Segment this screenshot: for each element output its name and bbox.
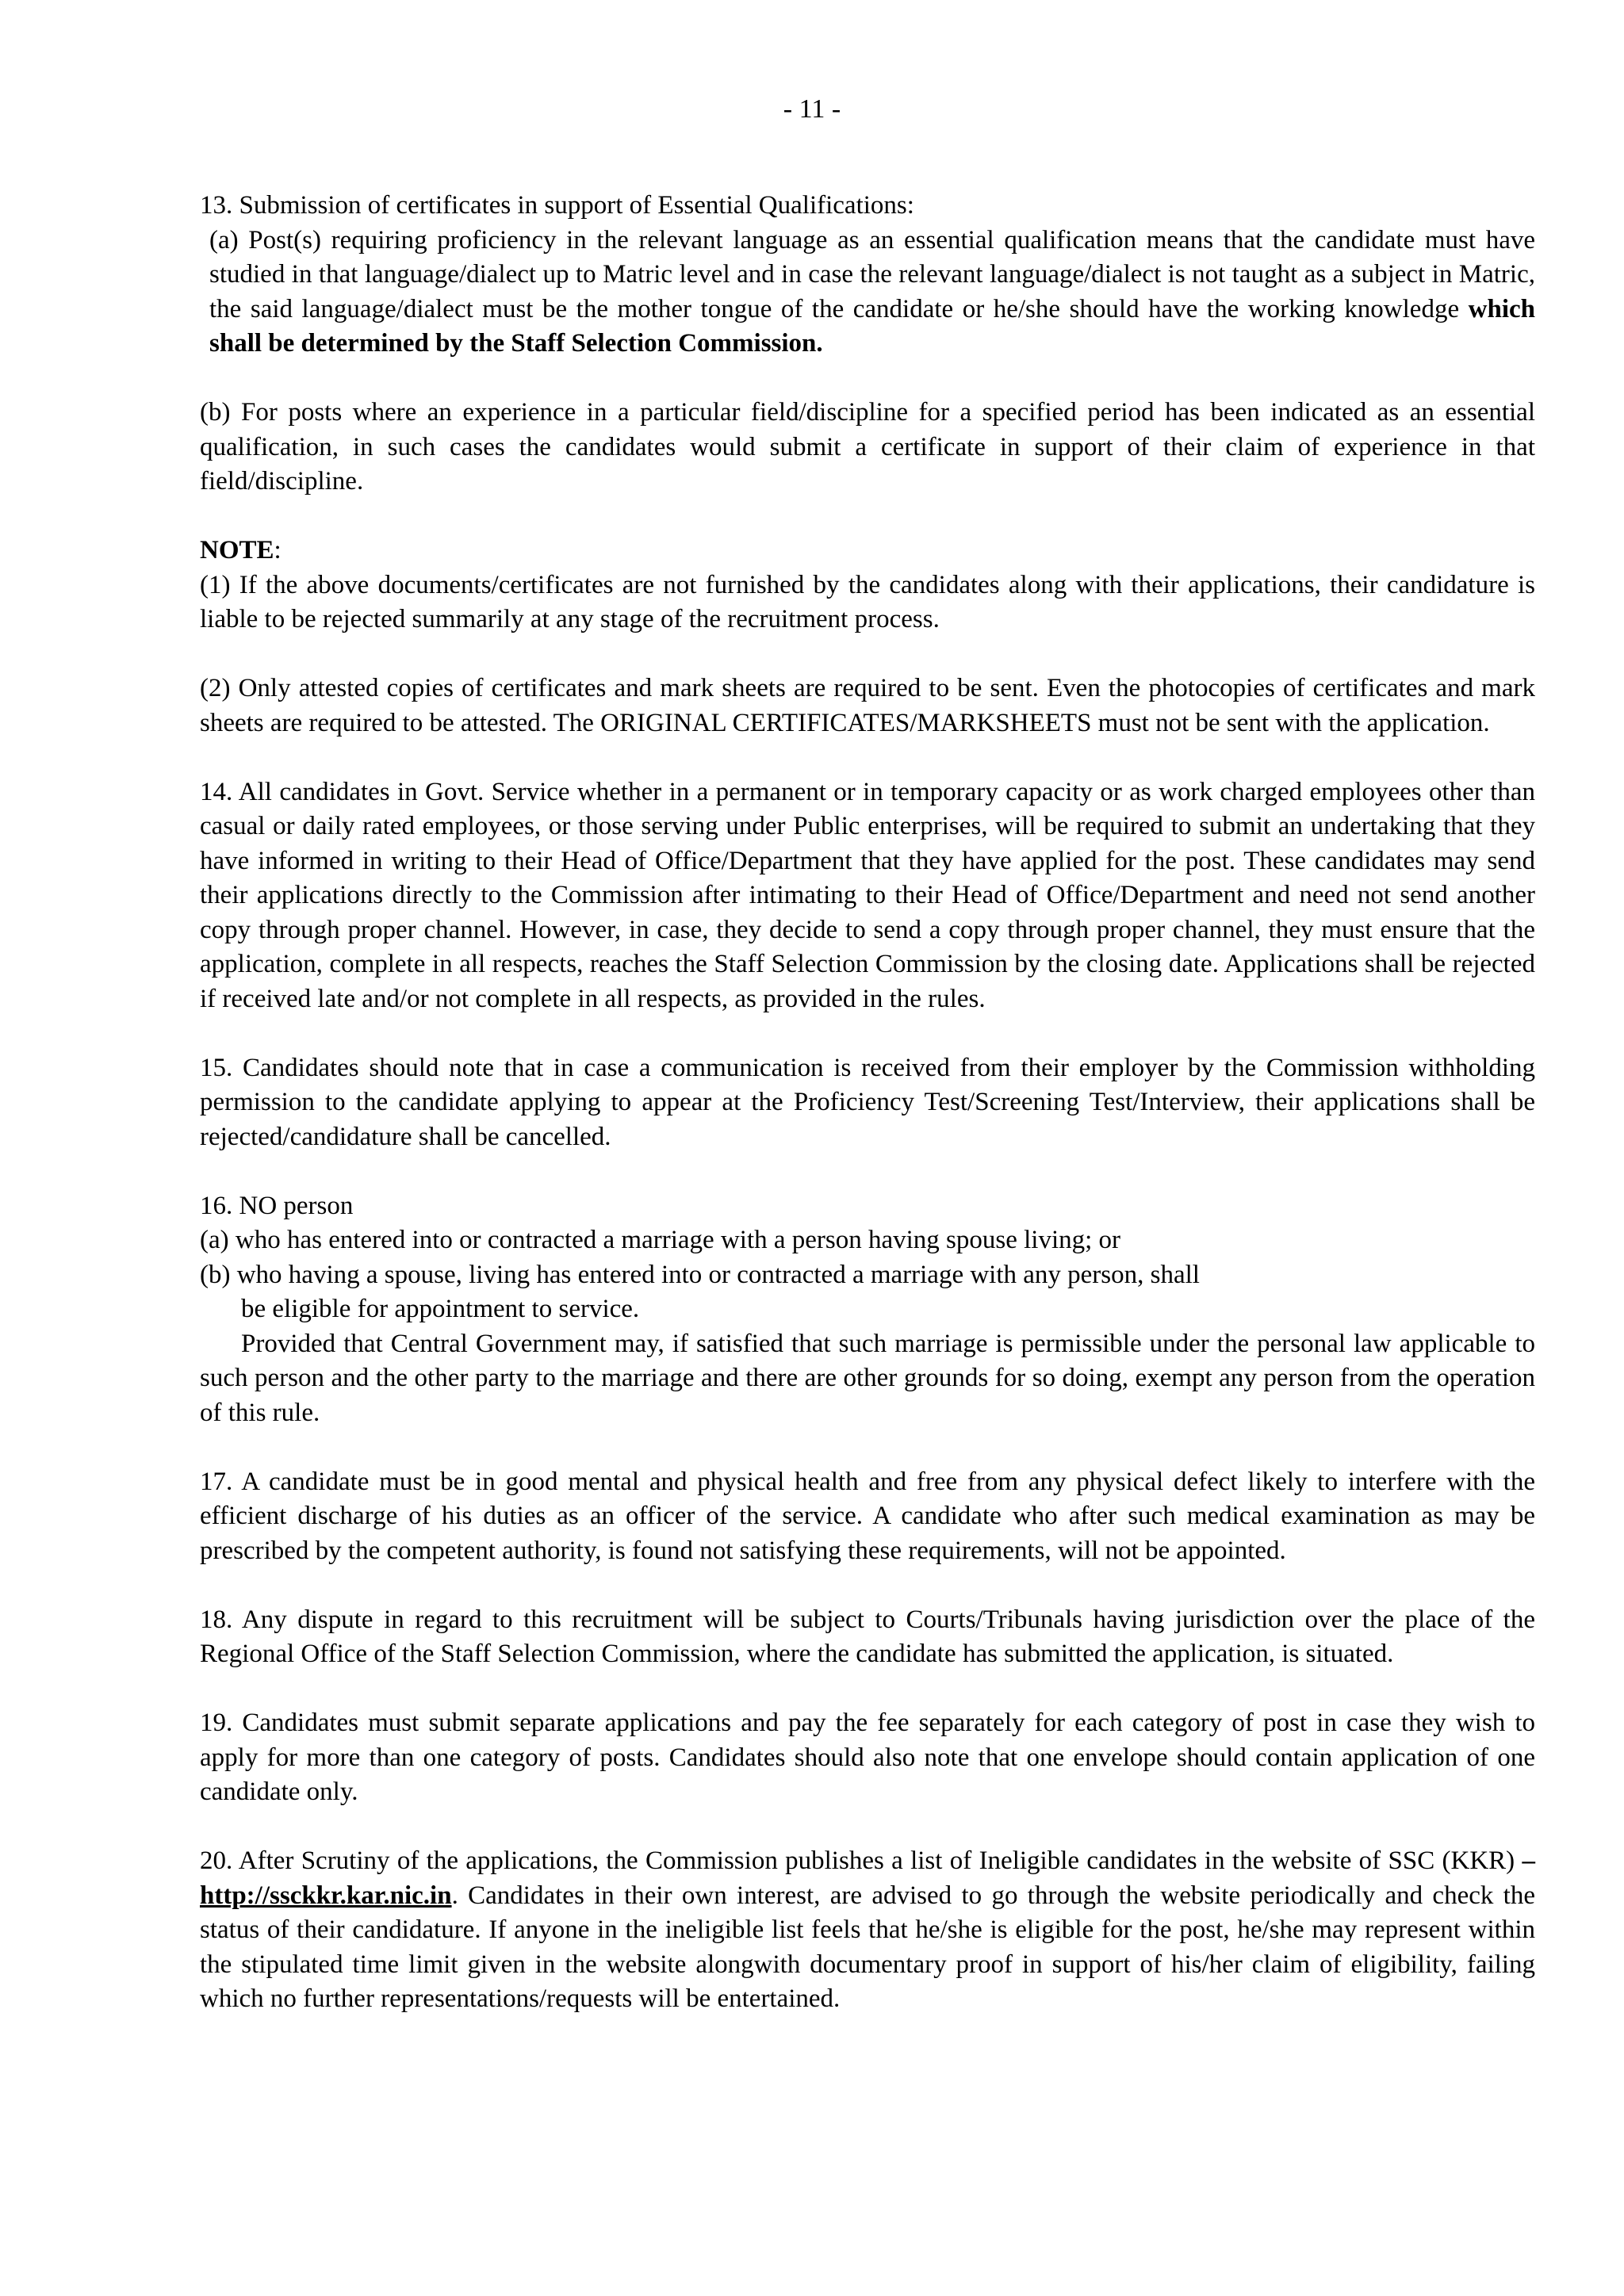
section-14: 14. All candidates in Govt. Service whether in a permanent or in temporary capacity or as work charged employees other than casual or daily rated employees, or those serving under Public enterprises, will be required to submit an undertaking that they have informed in writing to their Head of Office/Department that they have applied for the post. These candidates may send their applications directly to the Commission after intimating to their Head of Office/Department and need not send another copy through proper channel. However, in case, they decide to send a copy through proper channel, they must ensure that the application, complete in all respects, reaches the Staff Selection Commission by the closing date. Applications shall be rejected if received late and/or not complete in all respects, as provided in the rules. — [200, 777, 1535, 1013]
section-19: 19. Candidates must submit separate applications and pay the fee separately for each category of post in case they wish to apply for more than one category of posts. Candidates should also note that one envelope should contain application of one candidate only. — [200, 1709, 1535, 1806]
page-number: - 11 - — [783, 94, 841, 124]
section-13 — [200, 189, 1535, 499]
note-item-2: (2) Only attested copies of certificates and mark sheets are required to be sent. Even the photocopies of certificates and mark sheets are required to be attested. The ORIGINAL CERTIFICATES/MARKSHEETS must not be sent with the application. — [200, 674, 1535, 737]
section-16-heading: 16. NO person — [200, 1191, 354, 1220]
section-16-clause-b-continued: be eligible for appointment to service. — [241, 1295, 640, 1323]
section-16-proviso: Provided that Central Government may, if satisfied that such marriage is permissible under the personal law applicable to such person and the other party to the marriage and there are other grounds for so doing, exempt any person from the operation of this rule. — [200, 1329, 1535, 1427]
section-13-clause-b: (b) For posts where an experience in a particular field/discipline for a specified period has been indicated as an essential qualification, in such cases the candidates would submit a certificate in support of their claim of experience in that field/discipline. — [200, 398, 1535, 496]
section-16 — [200, 1189, 1535, 1431]
section-20-text-after: . Candidates in their own interest, are advised to go through the website periodically and check the status of their candidature. If anyone in the ineligible list feels that he/she is eligible for the post, he/she may represent within the stipulated time limit given in the website alongwith documentary proof in support of his/her claim of eligibility, failing which no further representations/requests will be entertained. — [200, 1881, 1535, 2013]
note-block — [200, 534, 1535, 740]
section-17: 17. A candidate must be in good mental and physical health and free from any physical defect likely to interfere with the efficient discharge of his duties as an officer of the service. A candidate who after such medical examination as may be prescribed by the competent authority, is found not satisfying these requirements, will not be appointed. — [200, 1467, 1535, 1565]
website-link[interactable]: http://ssckkr.kar.nic.in — [200, 1881, 452, 1910]
section-13-clause-a — [200, 224, 1535, 362]
note-colon: : — [274, 536, 282, 564]
note-heading — [200, 534, 1535, 568]
section-16-clause-a: (a) who has entered into or contracted a marriage with a person having spouse living; or — [200, 1226, 1121, 1254]
section-20-text-before: 20. After Scrutiny of the applications, the Commission publishes a list of Ineligible candidates in the website of SSC (KKR) — [200, 1846, 1522, 1875]
clause-a-bold: which shall be determined by the Staff Selection Commission. — [209, 294, 1535, 358]
section-20-dash: – — [1522, 1846, 1535, 1875]
section-20 — [200, 1844, 1535, 2017]
note-item-1: (1) If the above documents/certificates are not furnished by the candidates along with their applications, their candidature is liable to be rejected summarily at any stage of the recruitment process. — [200, 570, 1535, 633]
section-16-clause-b: (b) who having a spouse, living has entered into or contracted a marriage with any person, shall — [200, 1260, 1200, 1289]
note-label: NOTE — [200, 536, 274, 564]
section-15: 15. Candidates should note that in case a communication is received from their employer by the Commission withholding permission to the candidate applying to appear at the Proficiency Test/Screening Test/Interview, their applications shall be rejected/candidature shall be cancelled. — [200, 1053, 1535, 1151]
section-13-heading: 13. Submission of certificates in support of Essential Qualifications: — [200, 191, 914, 220]
section-18: 18. Any dispute in regard to this recruitment will be subject to Courts/Tribunals having jurisdiction over the place of the Regional Office of the Staff Selection Commission, where the candidate has submitted the application, is situated. — [200, 1605, 1535, 1668]
clause-a-text: (a) Post(s) requiring proficiency in the relevant language as an essential qualification means that the candidate must have studied in that language/dialect up to Matric level and in case the relevant language/dialect is not taught as a subject in Matric, the said language/dialect must be the mother tongue of the candidate or he/she should have the working knowledge — [209, 225, 1535, 323]
